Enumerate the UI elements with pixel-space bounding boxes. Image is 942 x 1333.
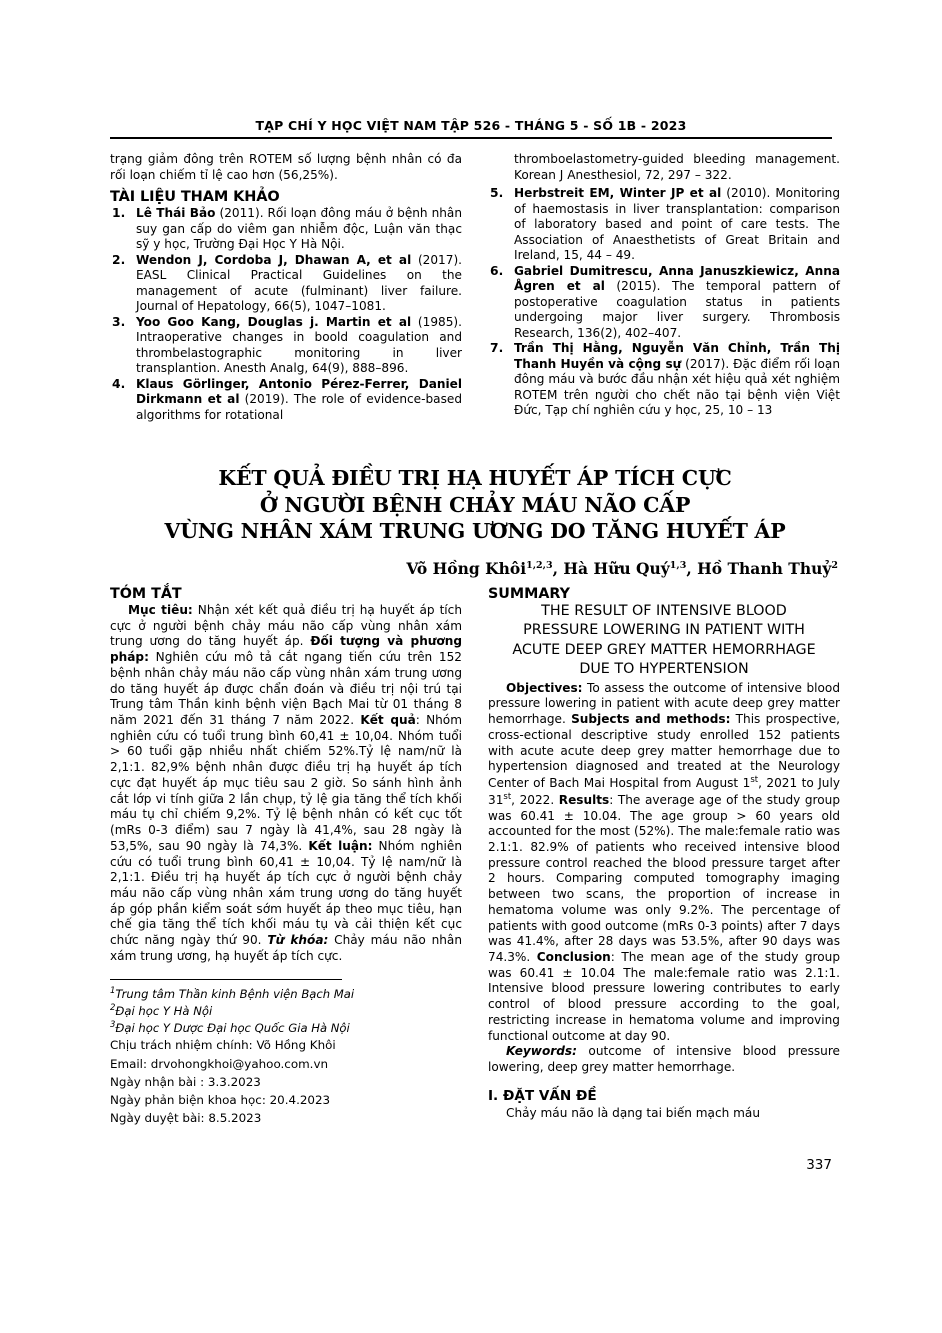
abstract-en-title-line-1: THE RESULT OF INTENSIVE BLOOD	[541, 603, 787, 619]
footnote-divider	[110, 979, 342, 980]
reference-body: (2019). The role of evidence-based algorithms for rotational	[136, 392, 462, 422]
references-heading: TÀI LIỆU THAM KHẢO	[110, 189, 280, 206]
abstract-en-text: Objectives: To assess the outcome of intensive blood pressure lowering in patient with acute deep grey matter hemorrhage. Subjects and methods: This prospective, cross-ectional descriptive study enrolled 152 patients with acute acute deep grey matter hemorrhage due to hypertension diagnosed and treated at the Neurology Center of Bach Mai Hospital from August 1st, 2021 to July 31st, 2022. Results: The average age of the study group was 60.41 ± 10.04. The age group > 60 years old accounted for the most (52%). The male:female ratio was 2.1:1. 82.9% of patients who received intensive blood pressure control reached the blood pressure target after 2 hours. Comparing computed tomography imaging between two scans, the proportion of increase in hematoma volume was only 9.2%. The percentage of patients with good outcome (mRs 0-3 points) after 7 days was 41.4%, after 28 days was 53.5%, after 90 days was 74.3%. Conclusion: The mean age of the study group was 60.41 ± 10.04 The male:female ratio was 2.1:1. Intensive blood pressure lowering contributes to early control of blood pressure according to the goal, restricting increase in hematoma volume and improving functional outcome at day 90.	[488, 680, 841, 1043]
abstract-en-title-line-4: DUE TO HYPERTENSION	[579, 661, 749, 678]
abstract-vi-text: Mục tiêu: Nhận xét kết quả điều trị hạ huyết áp tích cực ở người bệnh chảy máu não cấp vùng nhân xám trung ương do tăng huyết áp. Đối tượng và phương pháp: Nghiên cứu mô tả cắt ngang tiến cứu trên 152 bệnh nhân chảy máu não cấp vùng nhân xám trung ương do tăng huyết áp được chẩn đoán và điều trị nội trú tại Trung tâm Thần kinh bệnh viện Bạch Mai từ 01 tháng 8 năm 2021 đến 31 tháng 7 năm 2022. Kết quả: Nhóm nghiên cứu có tuổi trung bình 60,41 ± 10,04. Nhóm tuổi > 60 tuổi gặp nhiều nhất chiếm 52%.Tỷ lệ nam/nữ là 2,1:1. 82,9% bệnh nhân được điều trị hạ huyết áp tích cực đạt huyết áp mục tiêu sau 2 giờ. So sánh hình ảnh cắt lớp vi tính giữa 2 lần chụp, tỷ lệ gia tăng thể tích khối máu tụ chỉ chiếm 9,2%. Tỷ lệ bệnh nhân có kết cục tốt (mRs 0-3 điểm) sau 7 ngày là 41,4%, sau 28 ngày là 53,5%, sau 90 ngày là 74,3%. Kết luận: Nhóm nghiên cứu có tuổi trung bình 60,41 ± 10,04. Tỷ lệ nam/nữ là 2,1:1. Điều trị hạ huyết áp tích cực ở người bệnh chảy máu não cấp vùng nhân xám trung ương do tăng huyết áp góp phần kiểm soát sớm huyết áp theo mục tiêu, hạn chế gia tăng thể tích khối máu tụ và cải thiện kết cục chức năng ngày thứ 90. Từ khóa: Chảy máu não nhân xám trung ương, hạ huyết áp tích cực.	[110, 603, 462, 963]
section-intro-heading: I. ĐẶT VẤN ĐỀ	[488, 1087, 597, 1104]
abstract-en-keywords: Keywords: outcome of intensive blood pressure lowering, deep grey matter hemorrhage.	[488, 1044, 840, 1075]
abstract-en-title-line-2: PRESSURE LOWERING IN PATIENT WITH	[523, 622, 805, 639]
abstract-en-title-line-3: ACUTE DEEP GREY MATTER HEMORRHAGE	[512, 641, 816, 658]
reference-item	[488, 264, 840, 341]
running-head-block	[110, 118, 832, 139]
reference-body: (2011). Rối loạn đông máu ở bệnh nhân suy gan cấp do viêm gan nhiễm độc, Luận văn thạc sỹ y học, Trường Đại Học Y Hà Nội.	[136, 206, 462, 252]
reference-item	[110, 377, 462, 423]
running-head-rule	[110, 137, 832, 139]
references-columns	[110, 152, 840, 423]
responsible-author: Chịu trách nhiệm chính: Võ Hồng Khôi	[110, 1038, 336, 1053]
page-number: 337	[806, 1157, 832, 1173]
reference-authors: Lê Thái Bảo	[136, 206, 216, 221]
abstract-vi-heading: TÓM TẮT	[110, 586, 182, 602]
reference-authors: Klaus Görlinger, Antonio Pérez-Ferrer, Daniel Dirkmann et al	[136, 376, 462, 407]
abstract-columns	[110, 586, 840, 1127]
article-title-line-1: KẾT QUẢ ĐIỀU TRỊ HẠ HUYẾT ÁP TÍCH CỰC	[218, 466, 732, 490]
reference-authors: Gabriel Dumitrescu, Anna Januszkiewicz, Anna Ågren et al	[514, 263, 840, 294]
reference-item	[110, 253, 462, 315]
abstract-en-heading: SUMMARY	[488, 586, 571, 602]
article-title-block	[110, 465, 840, 578]
article-authors: Võ Hồng Khôi$^{1,2,3}$, Hà Hữu Quý$^{1,3}$, Hồ Thanh Thuỷ$^2$	[406, 558, 838, 578]
reference-body: (2010). Monitoring of haemostasis in liver transplantation: comparison of laboratory based and point of care tests. The Association of Anaesthetists of Great Britain and Ireland, 15, 44 – 49.	[514, 186, 841, 263]
reference-continuation: thromboelastometry-guided bleeding management. Korean J Anesthesiol, 72, 297 – 322.	[514, 152, 840, 182]
previous-article-tail-paragraph: trạng giảm đông trên ROTEM số lượng bệnh nhân có đa rối loạn chiếm tỉ lệ cao hơn (56,25%).	[110, 152, 462, 182]
date-reviewed: Ngày phản biện khoa học: 20.4.2023	[110, 1092, 331, 1107]
reference-authors: Herbstreit EM, Winter JP et al	[514, 186, 722, 201]
reference-authors: Trần Thị Hằng, Nguyễn Văn Chỉnh, Trần Thị Thanh Huyền và cộng sự	[514, 341, 840, 371]
reference-body: (1985). Intraoperative changes in boold coagulation and thrombelastographic monitoring in liver transplantion. Anesth Analg, 64(9), 888–896.	[136, 314, 462, 376]
reference-item	[110, 315, 462, 377]
author-affiliations: $^1$Trung tâm Thần kinh Bệnh viện Bạch Mai $^2$Đại học Y Hà Nội $^3$Đại học Y Dược Đại học Quốc Gia Hà Nội	[110, 985, 355, 1036]
abstract-vietnamese-column	[110, 586, 462, 1127]
reference-list-left	[110, 206, 462, 423]
date-accepted: Ngày duyệt bài: 8.5.2023	[110, 1110, 262, 1125]
reference-item	[488, 341, 840, 418]
article-title-line-2: Ở NGƯỜI BỆNH CHẢY MÁU NÃO CẤP	[259, 492, 691, 517]
reference-body: (2015). The temporal pattern of postoperative coagulation status in patients undergoing major liver surgery. Thrombosis Research, 136(2), 402–407.	[514, 279, 840, 340]
reference-item	[488, 186, 840, 263]
reference-body: (2017). EASL Clinical Practical Guidelines on the management of acute (fulminant) liver failure. Journal of Hepatology, 66(5), 1047–1081.	[136, 252, 463, 314]
date-received: Ngày nhận bài : 3.3.2023	[110, 1074, 261, 1089]
running-head-text: TẠP CHÍ Y HỌC VIỆT NAM TẬP 526 - THÁNG 5 - SỐ 1B - 2023	[255, 118, 687, 133]
reference-item	[110, 206, 462, 252]
section-intro-text: Chảy máu não là dạng tai biến mạch máu	[506, 1105, 760, 1120]
reference-body: (2017). Đặc điểm rối loạn đông máu và bước đầu nhận xét hiệu quả xét nghiệm ROTEM trên người cho chết não tại bệnh viện Việt Đức, Tạp chí nghiên cứu y học, 25, 10 – 13	[514, 356, 840, 417]
article-title-line-3: VÙNG NHÂN XÁM TRUNG ƯƠNG DO TĂNG HUYẾT ÁP	[164, 519, 786, 544]
contact-email: Email: drvohongkhoi@yahoo.com.vn	[110, 1056, 329, 1071]
abstract-english-column	[488, 586, 840, 1127]
references-right-column	[488, 152, 840, 423]
reference-list-right	[488, 186, 840, 418]
reference-authors: Yoo Goo Kang, Douglas j. Martin et al	[136, 314, 412, 329]
reference-authors: Wendon J, Cordoba J, Dhawan A, et al	[136, 252, 412, 267]
references-left-column	[110, 152, 462, 423]
